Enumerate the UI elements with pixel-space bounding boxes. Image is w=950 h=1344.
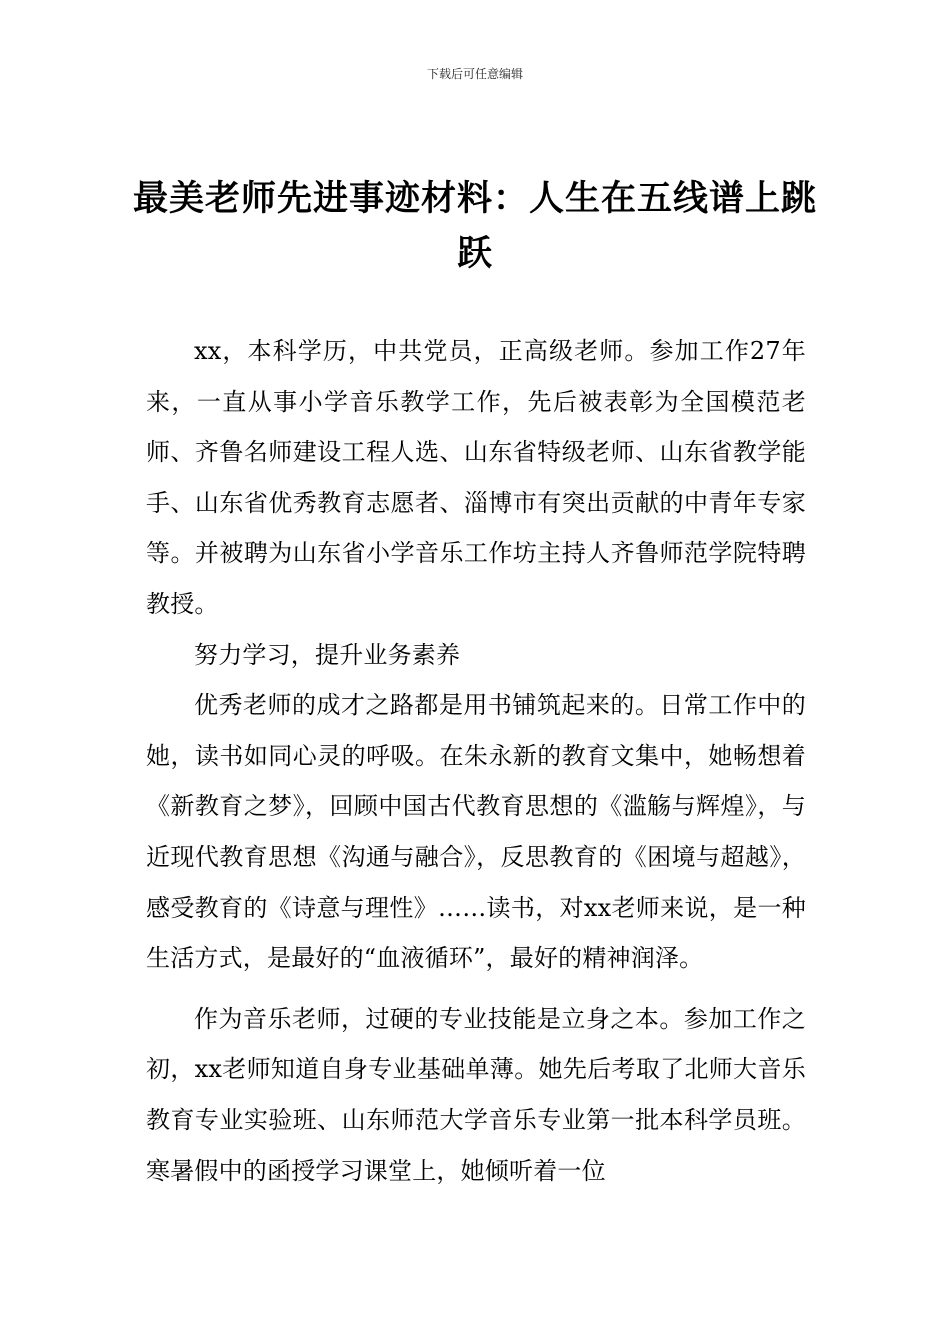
document-title: 最美老师先进事迹材料：人生在五线谱上跳跃 — [132, 179, 817, 274]
paragraph-reading: 优秀老师的成才之路都是用书铺筑起来的。日常工作中的她，读书如同心灵的呼吸。在朱永新的教育文集中，她畅想着《新教育之梦》，回顾中国古代教育思想的《滥觞与辉煌》，与近现代教育思想《沟通与融合》，反思教育的《困境与超越》，感受教育的《诗意与理性》……读书，对xx老师来说，是一种生活方式，是最好的“血液循环”，最好的精神润泽。 — [146, 691, 806, 973]
paragraph-intro: xx，本科学历，中共党员，正高级老师。参加工作27年来，一直从事小学音乐教学工作，先后被表彰为全国模范老师、齐鲁名师建设工程人选、山东省特级老师、山东省教学能手、山东省优秀教育志愿者、淄博市有突出贡献的中青年专家等。并被聘为山东省小学音乐工作坊主持人齐鲁师范学院特聘教授。 — [146, 337, 806, 618]
page-header-note: 下载后可任意编辑 — [426, 67, 523, 81]
paragraph-skills: 作为音乐老师，过硬的专业技能是立身之本。参加工作之初，xx老师知道自身专业基础单薄。她先后考取了北师大音乐教育专业实验班、山东师范大学音乐专业第一批本科学员班。寒暑假中的函授学习课堂上，她倾听着一位 — [146, 1004, 806, 1185]
section-heading: 努力学习，提升业务素养 — [194, 640, 461, 669]
document-body — [146, 326, 806, 1196]
